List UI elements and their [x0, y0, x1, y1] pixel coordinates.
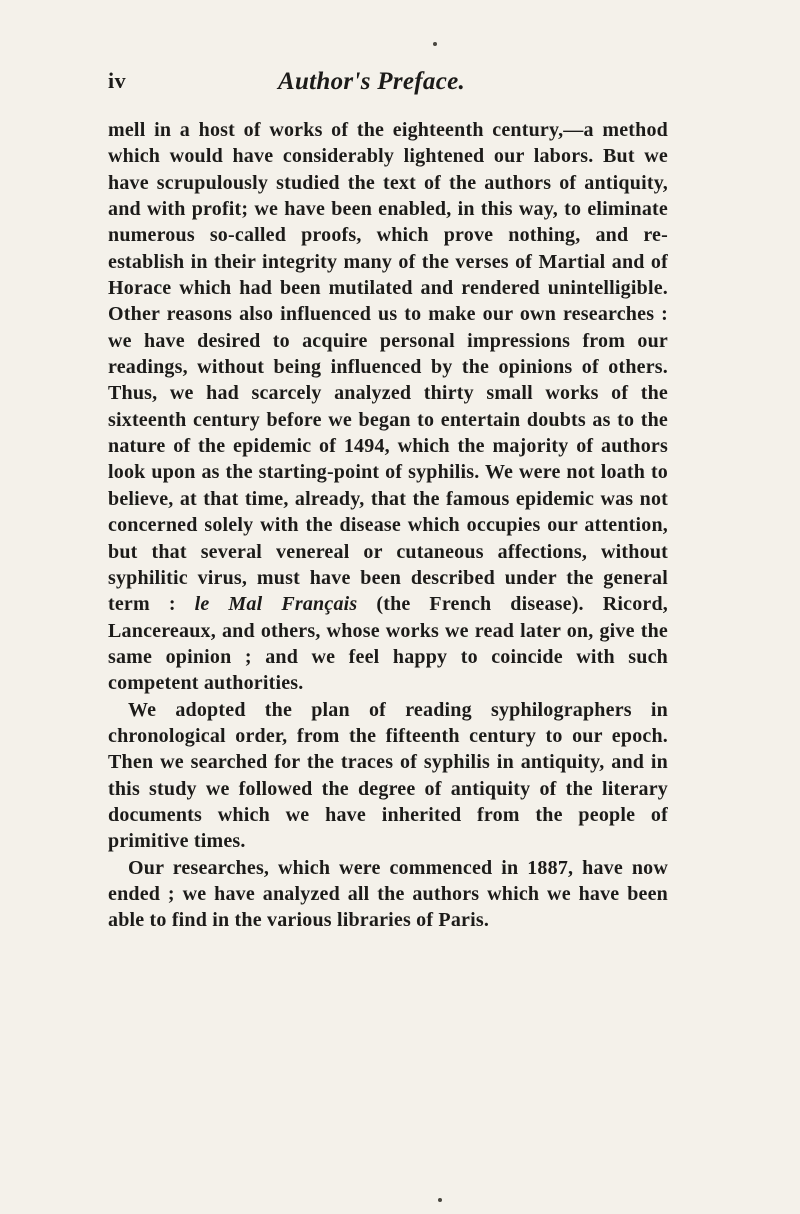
print-speck	[433, 42, 437, 46]
running-title: Author's Preface.	[278, 68, 466, 95]
paragraph-2: We adopted the plan of reading syphilographers in chronological order, from the fifteenth century to our epoch. Then we searched for the traces of syphilis in antiquity, and in this study we followed the degree of antiquity of the literary documents which we have inherited from the people of primitive times.	[108, 698, 668, 853]
paragraph-1	[108, 117, 668, 697]
paragraph-1-text-after: (the French disease). Ricord, Lancereaux, and others, whose works we read later on, give the same opinion ; and we feel happy to coincide with such competent authorities.	[108, 593, 668, 695]
paragraph-1-text: mell in a host of works of the eighteenth century,—a method which would have considerably lightened our labors. But we have scrupulously studied the text of the authors of antiquity, and with profit; we have been enabled, in this way, to eliminate numerous so-called proofs, which prove nothing, and re-establish in their integrity many of the verses of Martial and of Horace which had been mutilated and rendered unintelligible. Other reasons also influenced us to make our own researches : we have desired to acquire personal impressions from our readings, without being influenced by the opinions of others. Thus, we had scarcely analyzed thirty small works of the sixteenth century before we began to entertain doubts as to the nature of the epidemic of 1494, which the majority of authors look upon as the starting-point of syphilis. We were not loath to believe, at that time, already, that the famous epidemic was not concerned solely with the disease which occupies our attention, but that several venereal or cutaneous affections, without syphilitic virus, must have been described under the general term :	[108, 119, 668, 616]
page-number: iv	[108, 68, 127, 93]
running-head	[108, 68, 668, 102]
print-speck-bottom	[438, 1198, 442, 1202]
paragraph-1-italic-term: le Mal Français	[194, 593, 358, 616]
paragraph-3: Our researches, which were commenced in 1887, have now ended ; we have analyzed all the authors which we have been able to find in the various libraries of Paris.	[108, 856, 668, 932]
body-text	[108, 117, 668, 934]
